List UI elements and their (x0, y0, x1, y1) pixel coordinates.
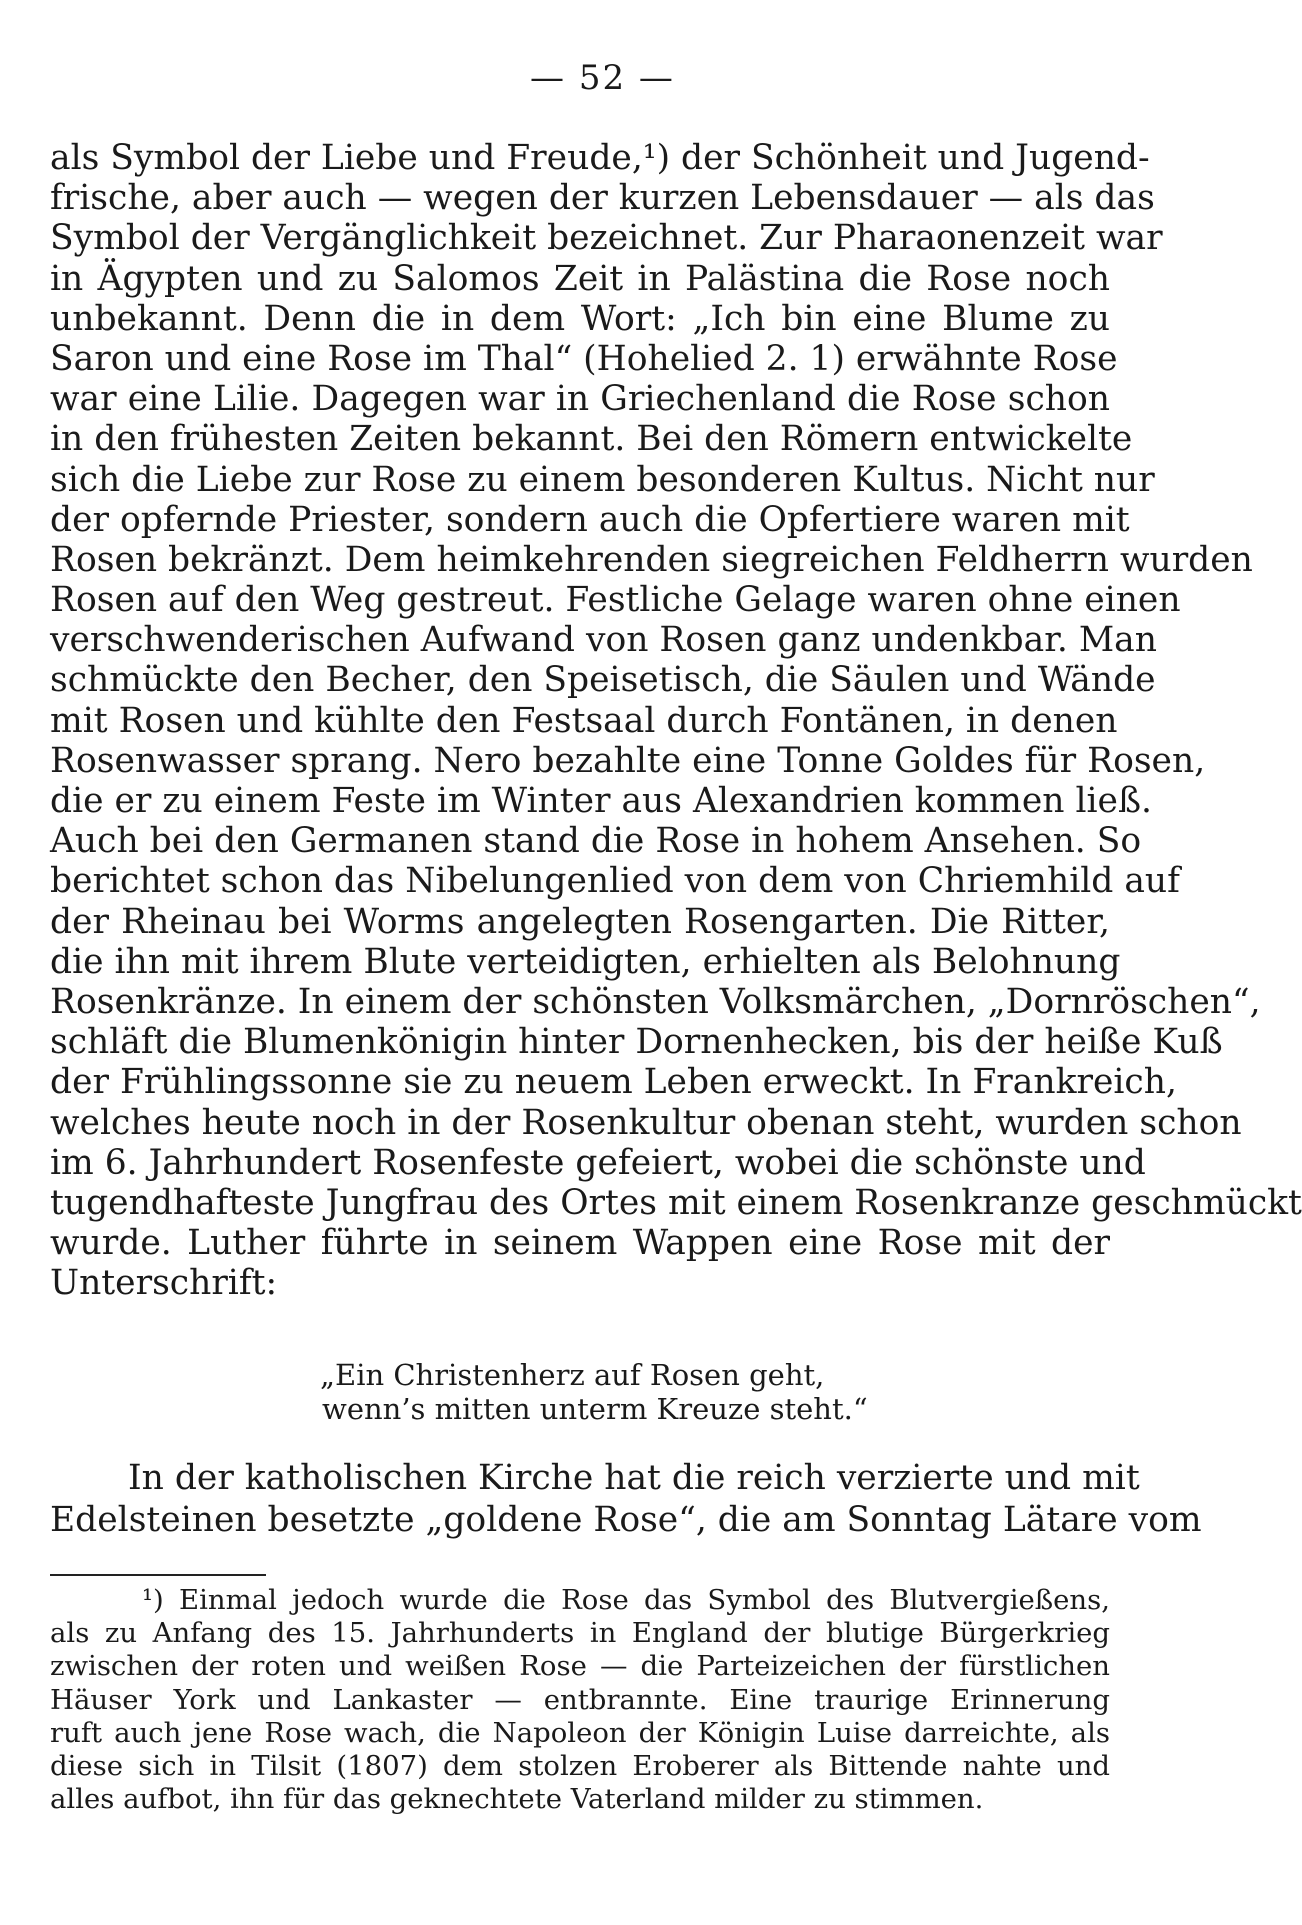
page-number: — 52 — (530, 58, 675, 98)
text-line: in Ägypten und zu Salomos Zeit in Palästina die Rose noch (50, 258, 1110, 299)
text-line: Auch bei den Germanen stand die Rose in hohem Ansehen. So (50, 821, 1142, 862)
text-line: Rosen auf den Weg gestreut. Festliche Gelage waren ohne einen (50, 580, 1181, 621)
text-line: die ihn mit ihrem Blute verteidigten, erhielten als Belohnung (50, 941, 1121, 982)
main-paragraph (50, 138, 1302, 1304)
text-line: schmückte den Becher, den Speisetisch, die Säulen und Wände (50, 660, 1156, 701)
quote-line: „Ein Christenherz auf Rosen geht, (320, 1358, 825, 1392)
footnote-line: diese sich in Tilsit (1807) dem stolzen Eroberer als Bittende nahte und (50, 1749, 1110, 1782)
footnote-line: Häuser York und Lankaster — entbrannte. Eine traurige Erinnerung (50, 1683, 1110, 1716)
text-line: die er zu einem Feste im Winter aus Alexandrien kommen ließ. (50, 781, 1152, 821)
text-line: der opfernde Priester, sondern auch die Opfertiere waren mit (50, 499, 1130, 540)
text-line: frische, aber auch — wegen der kurzen Lebensdauer — als das (50, 178, 1155, 219)
footnote-line: als zu Anfang des 15. Jahrhunderts in England der blutige Bürgerkrieg (50, 1617, 1110, 1650)
text-line: Unterschrift: (50, 1263, 278, 1304)
footnote-line: ¹) Einmal jedoch wurde die Rose das Symbol des Blutvergießens, (142, 1584, 1110, 1616)
text-line: Symbol der Vergänglichkeit bezeichnet. Zur Pharaonenzeit war (50, 218, 1163, 259)
luther-quote (320, 1358, 868, 1426)
text-line: wurde. Luther führte in seinem Wappen eine Rose mit der (50, 1223, 1110, 1264)
text-line: der Frühlingssonne sie zu neuem Leben erweckt. In Frankreich, (50, 1062, 1177, 1103)
footnote-line: zwischen der roten und weißen Rose — die Parteizeichen der fürstlichen (50, 1650, 1110, 1683)
footnote-divider (50, 1574, 266, 1576)
text-line: der Rheinau bei Worms angelegten Rosengarten. Die Ritter, (50, 901, 1110, 942)
footnote (50, 1584, 1110, 1816)
quote-line: wenn’s mitten unterm Kreuze steht.“ (322, 1392, 868, 1426)
text-line: verschwenderischen Aufwand von Rosen ganz undenkbar. Man (50, 620, 1157, 661)
text-line: schläft die Blumenkönigin hinter Dornenhecken, bis der heiße Kuß (50, 1022, 1223, 1063)
footnote-line: alles aufbot, ihn für das geknechtete Vaterland milder zu stimmen. (50, 1783, 984, 1816)
text-line: berichtet schon das Nibelungenlied von dem von Chriemhild auf (50, 861, 1180, 902)
text-line: Rosenwasser sprang. Nero bezahlte eine Tonne Goldes für Rosen, (50, 740, 1206, 781)
text-line: war eine Lilie. Dagegen war in Griechenland die Rose schon (50, 379, 1110, 420)
second-paragraph (50, 1457, 1202, 1541)
text-line: sich die Liebe zur Rose zu einem besonderen Kultus. Nicht nur (50, 459, 1155, 500)
text-line: In der katholischen Kirche hat die reich verzierte und mit (128, 1458, 1140, 1498)
text-line: Edelsteinen besetzte „goldene Rose“, die am Sonntag Lätare vom (50, 1500, 1202, 1540)
text-line: als Symbol der Liebe und Freude,¹) der Schönheit und Jugend- (50, 138, 1150, 178)
text-line: unbekannt. Denn die in dem Wort: „Ich bin eine Blume zu (50, 298, 1110, 339)
text-line: Rosenkränze. In einem der schönsten Volksmärchen, „Dornröschen“, (50, 981, 1261, 1022)
text-line: Saron und eine Rose im Thal“ (Hohelied 2. 1) erwähnte Rose (50, 338, 1118, 379)
text-line: im 6. Jahrhundert Rosenfeste gefeiert, wobei die schönste und (50, 1142, 1146, 1183)
footnote-line: ruft auch jene Rose wach, die Napoleon der Königin Luise darreichte, als (50, 1716, 1110, 1749)
text-line: welches heute noch in der Rosenkultur obenan steht, wurden schon (50, 1102, 1242, 1143)
text-line: Rosen bekränzt. Dem heimkehrenden siegreichen Feldherrn wurden (50, 539, 1253, 580)
text-line: mit Rosen und kühlte den Festsaal durch Fontänen, in denen (50, 700, 1118, 741)
text-line: tugendhafteste Jungfrau des Ortes mit einem Rosenkranze geschmückt (50, 1182, 1302, 1223)
text-line: in den frühesten Zeiten bekannt. Bei den Römern entwickelte (50, 419, 1133, 460)
